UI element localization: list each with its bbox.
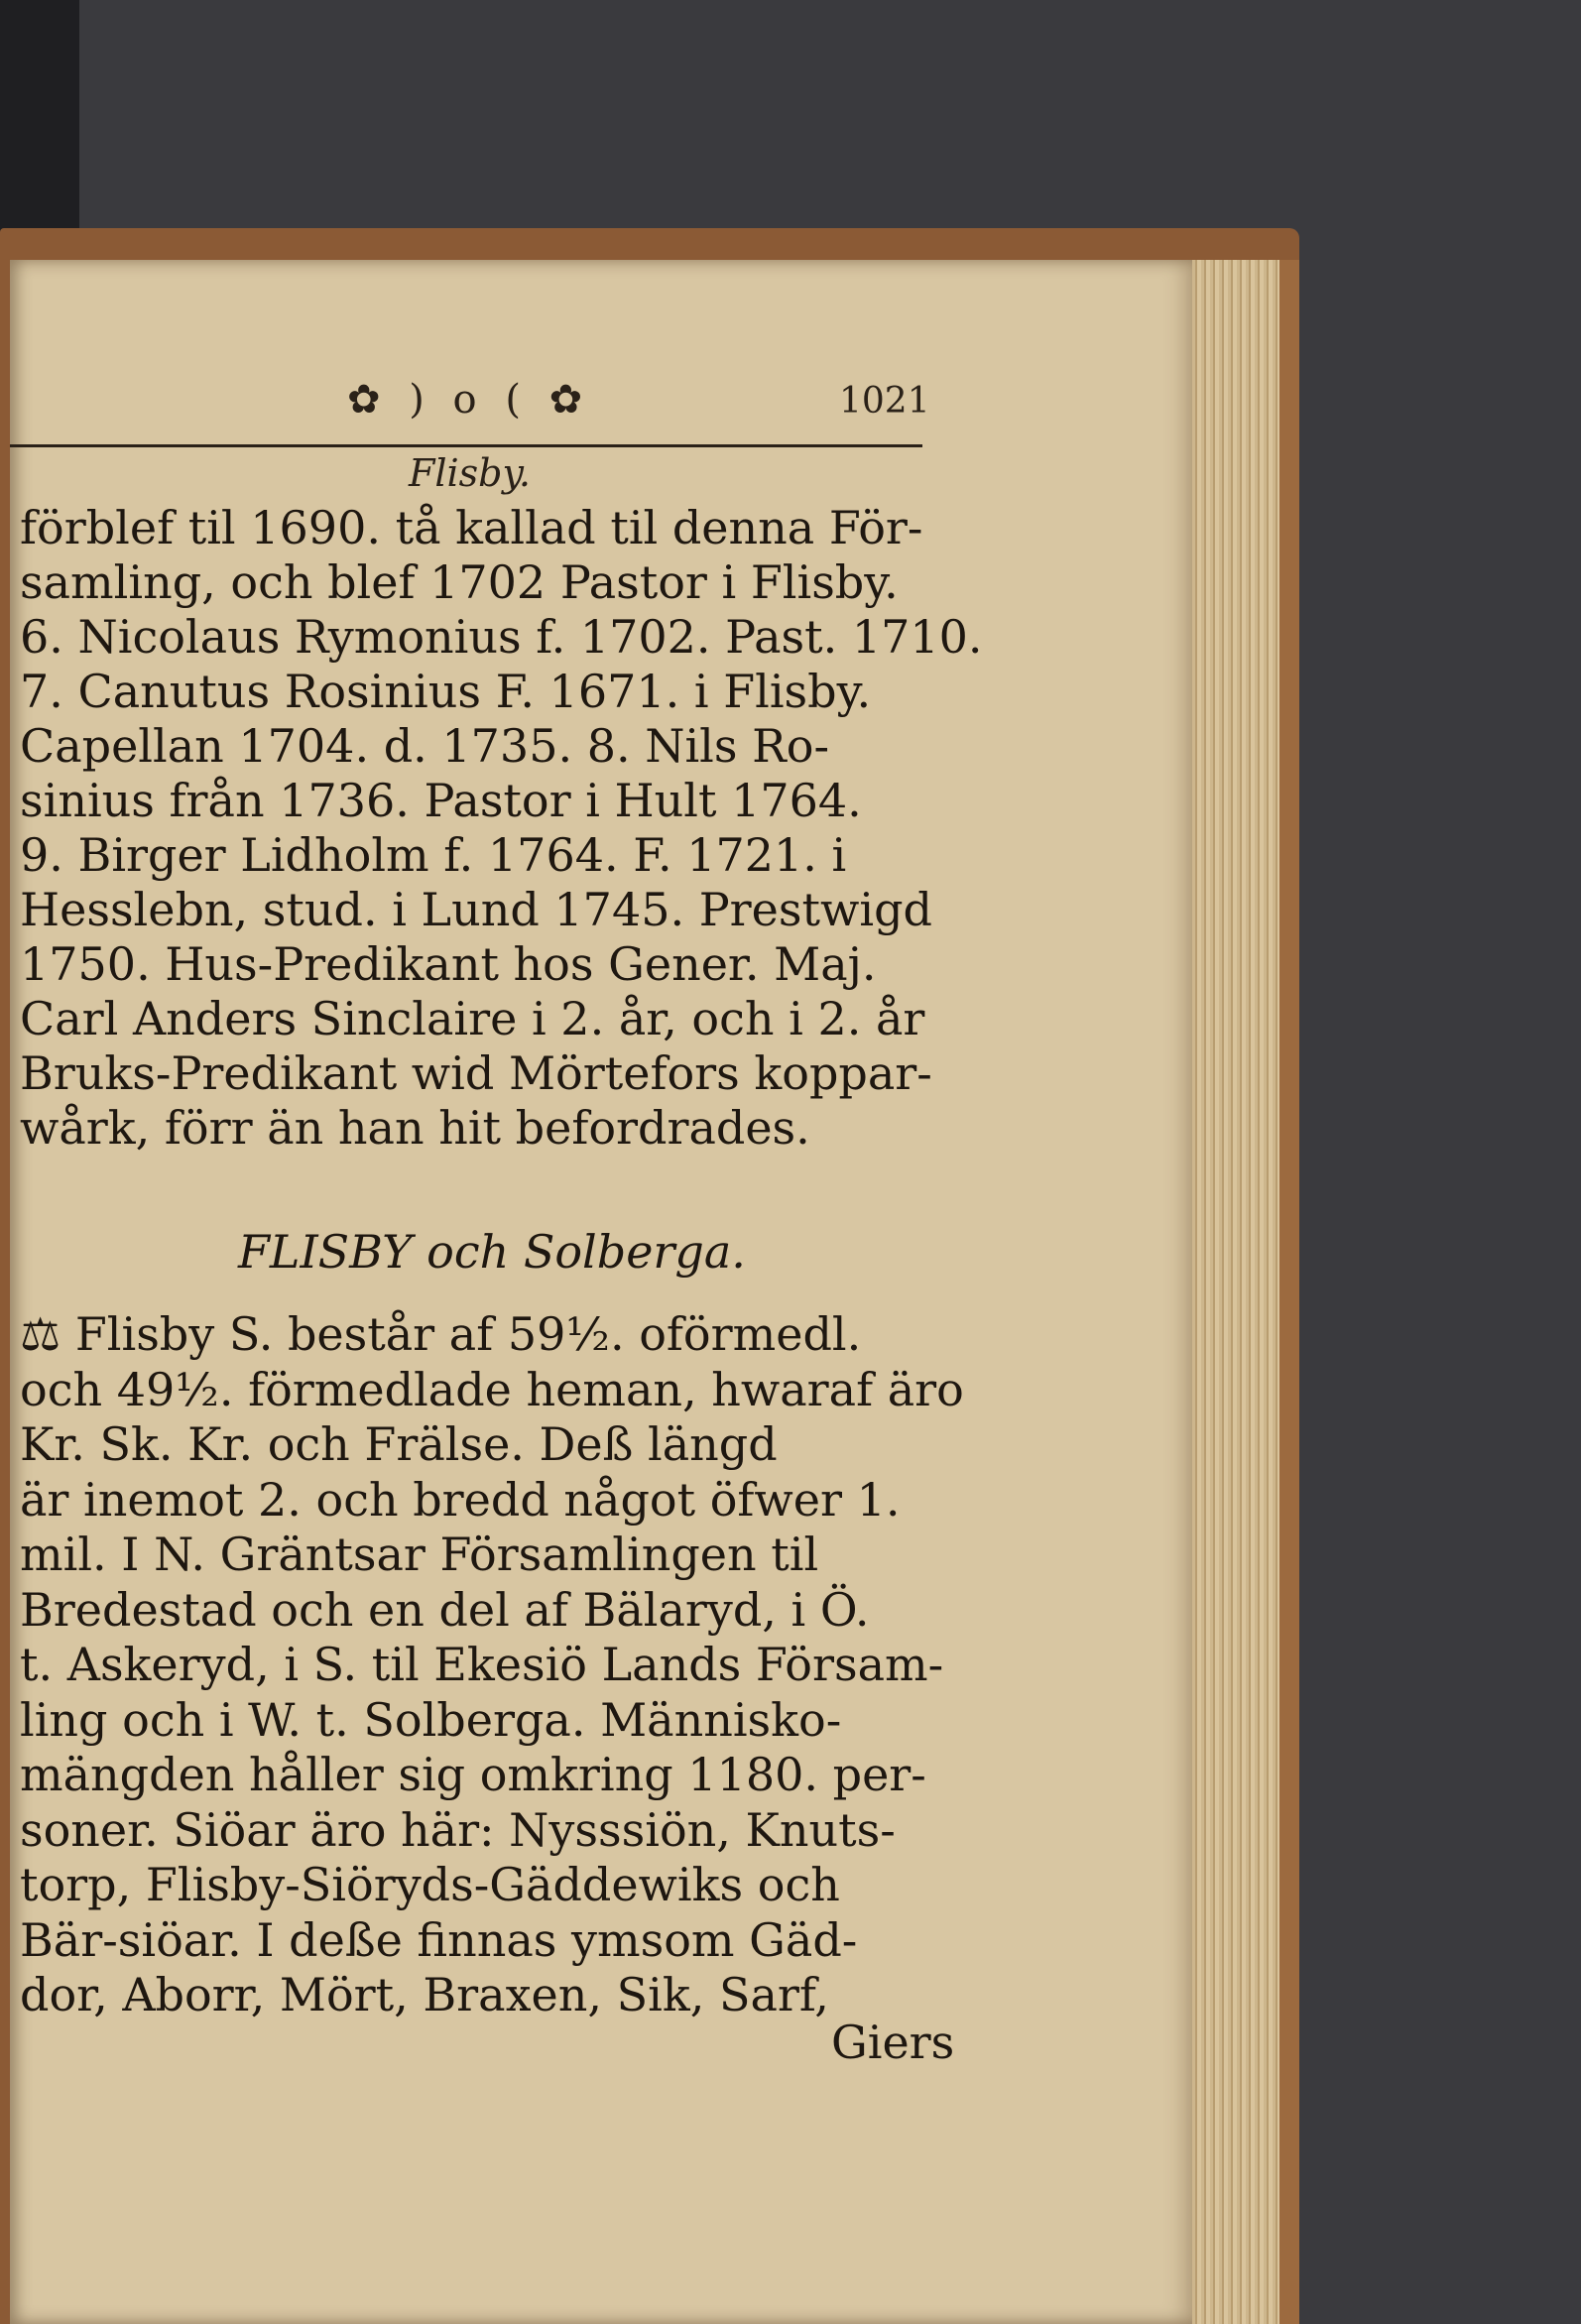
text-line: samling, och blef 1702 Pastor i Flisby. bbox=[20, 555, 899, 609]
text-line: 9. Birger Lidholm f. 1764. F. 1721. i bbox=[20, 828, 847, 882]
text-line: soner. Siöar äro här: Nysssiön, Knuts- bbox=[20, 1802, 896, 1857]
text-line: 1750. Hus-Predikant hos Gener. Maj. bbox=[20, 937, 877, 991]
text-line: 6. Nicolaus Rymonius f. 1702. Past. 1710. bbox=[20, 610, 983, 664]
body-text bbox=[20, 501, 983, 1156]
page-header bbox=[10, 377, 930, 436]
text-line: Bredestad och en del af Bälaryd, i Ö. bbox=[20, 1582, 870, 1637]
text-line: ling och i W. t. Solberga. Människo- bbox=[20, 1692, 842, 1747]
text-line: 7. Canutus Rosinius F. 1671. i Flisby. bbox=[20, 665, 872, 718]
text-line: sinius från 1736. Pastor i Hult 1764. bbox=[20, 774, 862, 827]
text-line: Bär-siöar. I deße finnas ymsom Gäd- bbox=[20, 1912, 858, 1967]
text-line: är inemot 2. och bredd något öfwer 1. bbox=[20, 1472, 901, 1527]
header-rule bbox=[10, 444, 922, 447]
text-line: wårk, förr än han hit befordrades. bbox=[20, 1101, 810, 1155]
section-text bbox=[20, 1307, 972, 2023]
text-line: Carl Anders Sinclaire i 2. år, och i 2. år bbox=[20, 992, 925, 1045]
text-line: Bruks-Predikant wid Mörtefors koppar- bbox=[20, 1046, 932, 1100]
running-title: Flisby. bbox=[409, 451, 531, 495]
text-line: dor, Aborr, Mört, Braxen, Sik, Sarf, bbox=[20, 1968, 829, 2021]
text-line: Hesslebn, stud. i Lund 1745. Prestwigd bbox=[20, 883, 932, 936]
header-ornament: ✿ ) o ( ✿ bbox=[347, 377, 591, 423]
text-line: förblef til 1690. tå kallad til denna För- bbox=[20, 501, 923, 554]
text-line: mil. I N. Gräntsar Församlingen til bbox=[20, 1528, 819, 1581]
text-line: ⚖ Flisby S. består af 59½. oförmedl. bbox=[20, 1307, 862, 1361]
text-line: Capellan 1704. d. 1735. 8. Nils Ro- bbox=[20, 719, 829, 773]
text-line: Kr. Sk. Kr. och Frälse. Deß längd bbox=[20, 1417, 778, 1471]
catchword: Giers bbox=[831, 2016, 955, 2069]
text-line: mängden håller sig omkring 1180. per- bbox=[20, 1748, 926, 1801]
section-title: FLISBY och Solberga. bbox=[238, 1225, 746, 1279]
text-line: t. Askeryd, i S. til Ekesiö Lands Försam- bbox=[20, 1638, 944, 1691]
page-number: 1021 bbox=[839, 381, 930, 422]
page-fore-edge bbox=[1192, 260, 1299, 2324]
text-line: torp, Flisby-Siöryds-Gäddewiks och bbox=[20, 1858, 840, 1911]
text-line: och 49½. förmedlade heman, hwaraf äro bbox=[20, 1362, 964, 1416]
